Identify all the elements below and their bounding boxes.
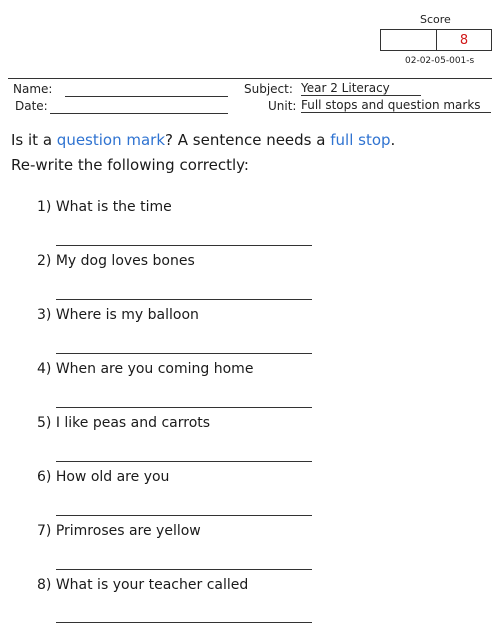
unit-value: Full stops and question marks [301,99,491,113]
instruction-text: . [390,131,396,149]
question-1: 1) What is the time [37,199,172,215]
answer-line-2[interactable] [56,299,312,300]
unit-label: Unit: [268,99,297,113]
date-label: Date: [15,99,48,113]
highlight-full-stop: full stop [330,131,391,149]
question-2: 2) My dog loves bones [37,253,195,269]
instruction-line-2: Re-write the following correctly: [11,156,249,174]
question-6: 6) How old are you [37,469,170,485]
score-box [380,29,492,51]
answer-line-1[interactable] [56,245,312,246]
answer-line-5[interactable] [56,461,312,462]
question-4: 4) When are you coming home [37,361,254,377]
question-5: 5) I like peas and carrots [37,415,211,431]
score-blank-cell [381,30,437,50]
worksheet-code: 02-02-05-001-s [405,56,475,66]
score-label: Score [420,13,451,26]
highlight-question-mark: question mark [56,131,166,149]
subject-value: Year 2 Literacy [301,82,421,96]
name-label: Name: [13,82,53,96]
subject-label: Subject: [244,82,293,96]
answer-line-7[interactable] [56,569,312,570]
answer-line-8[interactable] [56,622,312,623]
header-divider [8,78,492,79]
instruction-text: ? A sentence needs a [165,131,331,149]
question-7: 7) Primroses are yellow [37,523,201,539]
question-3: 3) Where is my balloon [37,307,199,323]
answer-line-6[interactable] [56,515,312,516]
instruction-line-1 [11,131,395,149]
instruction-text: Is it a [11,131,57,149]
date-field-line[interactable] [50,113,228,114]
question-8: 8) What is your teacher called [37,577,249,593]
answer-line-3[interactable] [56,353,312,354]
name-field-line[interactable] [65,96,228,97]
score-value: 8 [459,32,469,48]
answer-line-4[interactable] [56,407,312,408]
